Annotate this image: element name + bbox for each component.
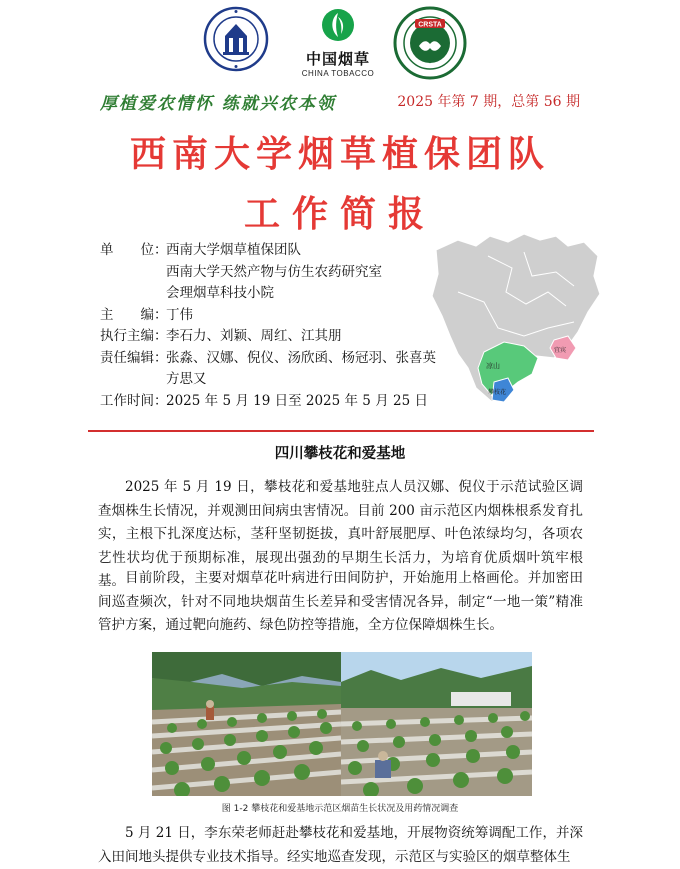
sichuan-region-map-icon — [428, 232, 604, 416]
china-tobacco-name-en: CHINA TOBACCO — [301, 69, 375, 78]
unit-3: 会理烟草科技小院 — [166, 285, 274, 301]
field-photo-left — [152, 652, 341, 796]
resp-editors-line2: 方思又 — [166, 371, 207, 387]
resp-editor-row — [100, 348, 460, 391]
divider-rule — [88, 430, 594, 432]
china-tobacco-name: 中国烟草 — [305, 50, 370, 68]
map-label-panzhihua: 攀枝花 — [488, 389, 507, 396]
header-logos — [0, 6, 680, 86]
chief-editor-row — [100, 305, 460, 327]
exec-editor-row — [100, 326, 460, 348]
unit-label: 单 位： — [100, 242, 168, 258]
crsta-text: CRSTA — [418, 21, 442, 29]
slogan: 厚植爱农情怀 练就兴农本领 — [100, 94, 336, 114]
resp-editor-value — [166, 348, 460, 391]
map-label-liangshan: 凉山 — [486, 362, 500, 370]
sub-title: 工作简报 — [243, 193, 436, 235]
unit-value — [166, 240, 460, 305]
exec-editor-value: 李石力、刘颖、周红、江其朋 — [166, 328, 342, 344]
unit-2: 西南大学天然产物与仿生农药研究室 — [166, 263, 382, 280]
slogan-row — [100, 89, 580, 114]
worktime-label: 工作时间： — [100, 392, 168, 409]
map-label-yibin: 宜宾 — [554, 347, 567, 354]
field-photos — [152, 652, 532, 796]
paragraph-1: 2025 年 5 月 19 日，攀枝花和爱基地驻点人员汉娜、倪仪于示范试验区调查烟株生长情况，并观测田间病虫害情况。目前 200 亩示范区内烟株根系发育扎实，主根下扎深度达标，茎秆坚韧挺拔，真叶舒展肥厚、叶色浓绿均匀，各项农艺性状均优于预期标准，展现出强劲的早期生长活力，为培育优质烟叶筑牢根基。 — [98, 479, 583, 589]
section-title: 四川攀枝花和爱基地 — [274, 446, 406, 462]
main-title: 西南大学烟草植保团队 — [129, 133, 550, 175]
worktime-row — [100, 391, 460, 413]
chief-editor-label: 主 编： — [100, 306, 168, 323]
editorial-info — [100, 240, 460, 412]
chief-editor-value: 丁伟 — [166, 306, 193, 323]
issue-number: 2025 年第 7 期，总第 56 期 — [397, 94, 580, 110]
resp-editor-label: 责任编辑： — [100, 349, 168, 366]
resp-editors-line1: 张淼、汉娜、倪仪、汤欣函、杨冠羽、张喜英 — [166, 349, 436, 366]
china-tobacco-leaf-icon — [321, 8, 355, 42]
paragraph-2: 目前阶段，主要对烟草花叶病进行田间防护，开始施用上格画伦。并加密田间巡查频次，针对不同地块烟苗生长差异和受害情况各异，制定“一地一策”精准管护方案，通过靶向施药、绿色防控等措施，全方位保障烟株生长。 — [98, 570, 583, 633]
figure-caption: 图 1-2 攀枝花和爱基地示范区烟苗生长状况及用药情况调查 — [221, 804, 459, 814]
paragraph-3: 5 月 21 日，李东荣老师赶赴攀枝花和爱基地，开展物资统筹调配工作，并深入田间地头提供专业技术指导。经实地巡查发现，示范区与实验区的烟草整体生 — [98, 825, 583, 865]
china-tobacco-logo — [296, 8, 380, 84]
unit-row — [100, 240, 460, 305]
unit-1: 西南大学烟草植保团队 — [166, 242, 301, 258]
university-seal-icon — [203, 6, 269, 72]
field-photo-right — [341, 652, 532, 796]
worktime-value: 2025 年 5 月 19 日至 2025 年 5 月 25 日 — [166, 392, 428, 409]
crsta-seal-icon — [393, 6, 467, 80]
exec-editor-label: 执行主编： — [100, 328, 168, 344]
